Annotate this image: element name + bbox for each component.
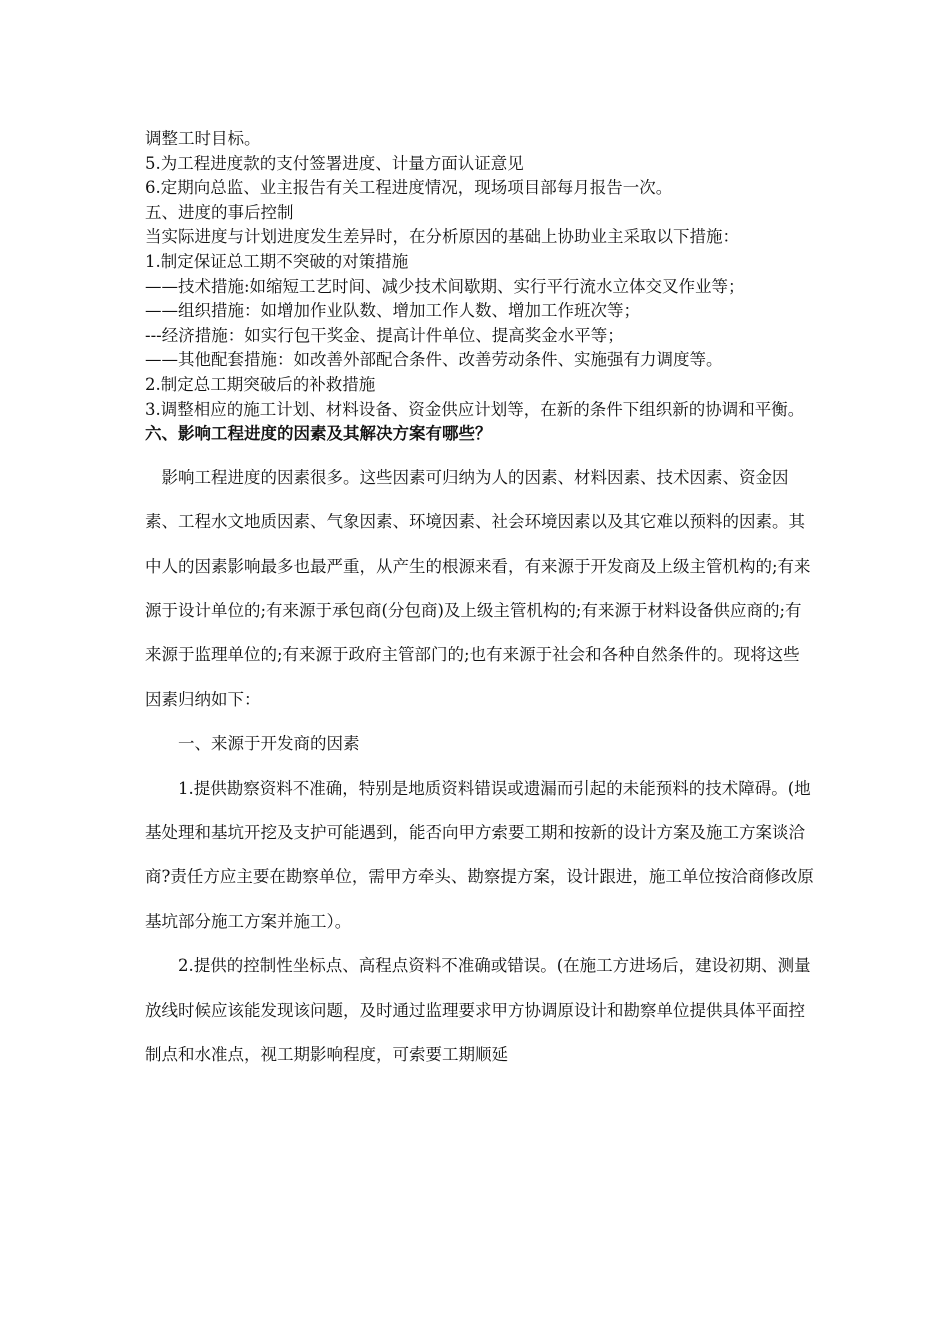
document-body bbox=[145, 127, 815, 1077]
text-line: 当实际进度与计划进度发生差异时，在分析原因的基础上协助业主采取以下措施： bbox=[145, 227, 739, 247]
text-line: ---经济措施：如实行包干奖金、提高计件单位、提高奖金水平等； bbox=[145, 325, 624, 345]
text-line: 2.制定总工期突破后的补救措施 bbox=[145, 374, 376, 394]
text-line: 3.调整相应的施工计划、材料设备、资金供应计划等，在新的条件下组织新的协调和平衡。 bbox=[145, 399, 805, 419]
sub-heading: 一、来源于开发商的因素 bbox=[178, 734, 360, 754]
factors-section bbox=[145, 456, 815, 1078]
progress-control-section bbox=[145, 127, 815, 422]
text-line: ——组织措施：如增加作业队数、增加工作人数、增加工作班次等； bbox=[145, 301, 640, 321]
section-title: 五、进度的事后控制 bbox=[145, 202, 294, 222]
intro-paragraph: 影响工程进度的因素很多。这些因素可归纳为人的因素、材料因素、技术因素、资金因素、工程水文地质因素、气象因素、环境因素、社会环境因素以及其它难以预料的因素。其中人的因素影响最多也最严重，从产生的根源来看，有来源于开发商及上级主管机构的;有来源于设计单位的;有来源于承包商(分包商)及上级主管机构的;有来源于材料设备供应商的;有来源于监理单位的;有来源于政府主管部门的;也有来源于社会和各种自然条件的。现将这些因素归纳如下： bbox=[145, 467, 811, 709]
text-line: 1.制定保证总工期不突破的对策措施 bbox=[145, 251, 409, 271]
text-line: 6.定期向总监、业主报告有关工程进度情况，现场项目部每月报告一次。 bbox=[145, 178, 673, 198]
text-line: ——技术措施:如缩短工艺时间、减少技术间歇期、实行平行流水立体交叉作业等； bbox=[145, 276, 745, 296]
factor-item-1: 1.提供勘察资料不准确，特别是地质资料错误或遗漏而引起的未能预料的技术障碍。(地基处理和基坑开挖及支护可能遇到，能否向甲方索要工期和按新的设计方案及施工方案谈洽商?责任方应主要在勘察单位，需甲方牵头、勘察提方案，设计跟进，施工单位按洽商修改原基坑部分施工方案并施工）。 bbox=[145, 778, 814, 931]
text-line: 5.为工程进度款的支付签署进度、计量方面认证意见 bbox=[145, 153, 524, 173]
factor-item-2: 2.提供的控制性坐标点、高程点资料不准确或错误。(在施工方进场后，建设初期、测量放线时候应该能发现该问题，及时通过监理要求甲方协调原设计和勘察单位提供具体平面控制点和水准点，视工期影响程度，可索要工期顺延 bbox=[145, 956, 811, 1064]
text-line: ——其他配套措施：如改善外部配合条件、改善劳动条件、实施强有力调度等。 bbox=[145, 350, 723, 370]
section-heading: 六、影响工程进度的因素及其解决方案有哪些？ bbox=[145, 424, 492, 444]
text-line: 调整工时目标。 bbox=[145, 129, 261, 148]
